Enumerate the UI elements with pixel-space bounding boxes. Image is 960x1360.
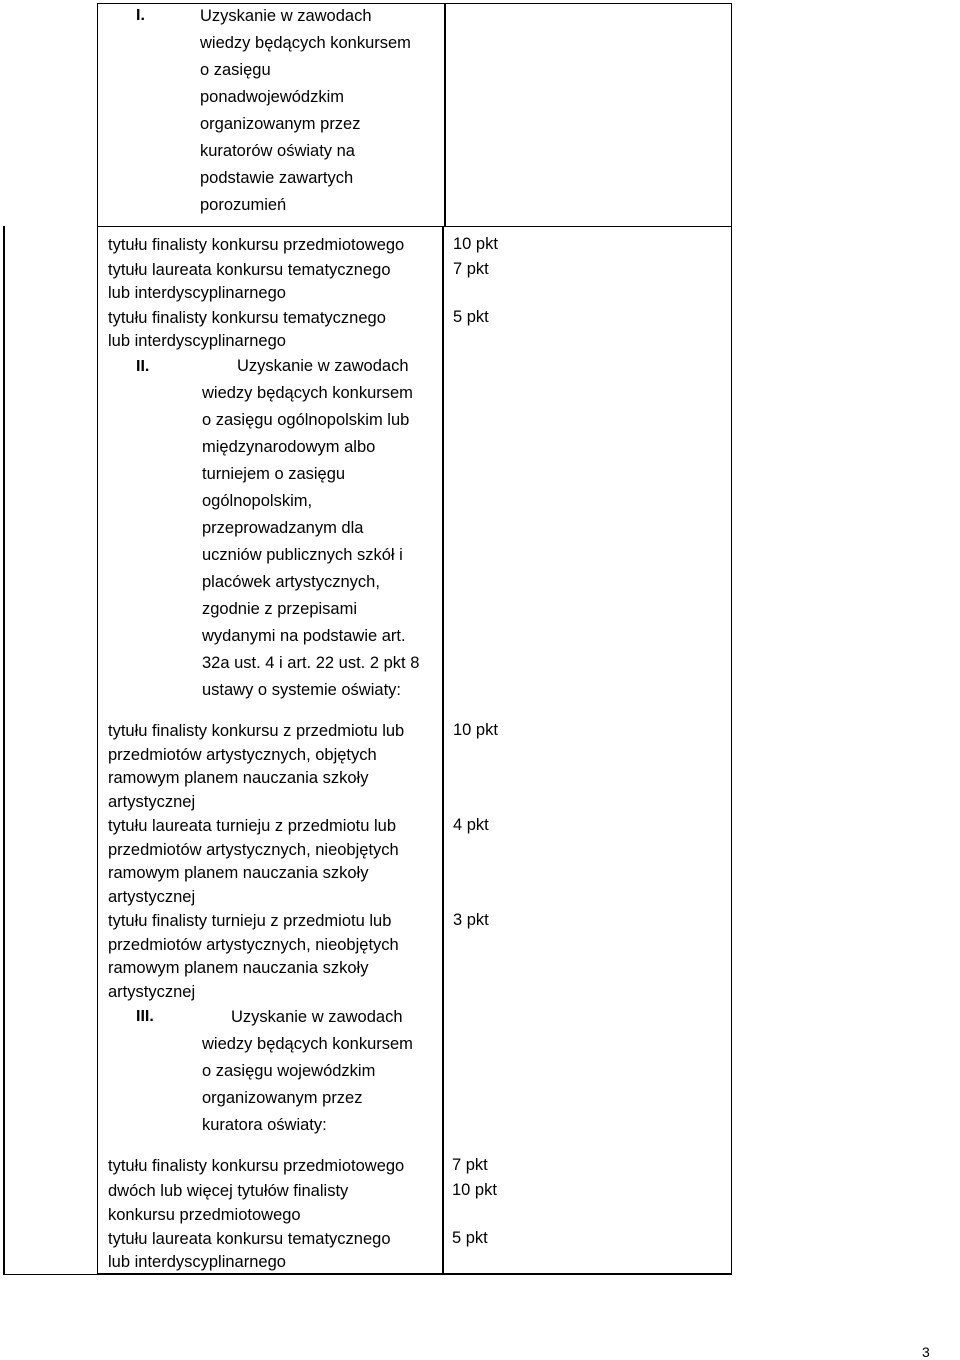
section-number-1: I. (136, 7, 145, 24)
heading-line: międzynarodowym albo (202, 438, 376, 456)
criterion-text: tytułu finalisty konkursu z przedmiotu lub (108, 722, 405, 740)
criterion-text: artystycznej (108, 983, 196, 1001)
heading-line: uczniów publicznych szkół i (202, 546, 403, 564)
points-value: 10 pkt (452, 1181, 497, 1199)
points-value: 3 pkt (453, 911, 489, 929)
column-divider-top (444, 3, 446, 226)
heading-line: placówek artystycznych, (202, 573, 380, 591)
heading-line: ustawy o systemie oświaty: (202, 681, 401, 699)
heading-line: Uzyskanie w zawodach (231, 1008, 403, 1026)
criterion-text: tytułu laureata konkursu tematycznego (108, 261, 391, 279)
criterion-text: dwóch lub więcej tytułów finalisty (108, 1182, 349, 1200)
criterion-text: lub interdyscyplinarnego (108, 1253, 286, 1271)
heading-line: organizowanym przez (202, 1089, 363, 1107)
heading-line: 32a ust. 4 i art. 22 ust. 2 pkt 8 (202, 654, 420, 672)
heading-line: o zasięgu ogólnopolskim lub (202, 411, 410, 429)
heading-line: wiedzy będących konkursem (202, 384, 413, 402)
criterion-text: tytułu finalisty konkursu przedmiotowego (108, 236, 405, 254)
points-value: 10 pkt (453, 721, 498, 739)
heading-line: ponadwojewódzkim (200, 88, 344, 106)
points-value: 4 pkt (453, 816, 489, 834)
heading-line: zgodnie z przepisami (202, 600, 357, 618)
section-number-3: III. (136, 1008, 154, 1025)
left-border (3, 226, 5, 1274)
criterion-text: artystycznej (108, 888, 196, 906)
heading-line: przeprowadzanym dla (202, 519, 364, 537)
criterion-text: tytułu finalisty konkursu przedmiotowego (108, 1157, 405, 1175)
heading-line: kuratora oświaty: (202, 1116, 327, 1134)
criterion-text: ramowym planem nauczania szkoły (108, 959, 369, 977)
heading-line: wiedzy będących konkursem (200, 34, 411, 52)
heading-line: kuratorów oświaty na (200, 142, 355, 160)
heading-line: Uzyskanie w zawodach (237, 357, 409, 375)
row-divider-1 (97, 226, 732, 227)
points-value: 10 pkt (453, 235, 498, 253)
heading-line: wiedzy będących konkursem (202, 1035, 413, 1053)
heading-line: o zasięgu wojewódzkim (202, 1062, 376, 1080)
criterion-text: lub interdyscyplinarnego (108, 332, 286, 350)
heading-line: Uzyskanie w zawodach (200, 7, 372, 25)
criterion-text: artystycznej (108, 793, 196, 811)
section-number-2: II. (136, 358, 150, 375)
criterion-text: tytułu finalisty konkursu tematycznego (108, 309, 386, 327)
criterion-text: tytułu laureata konkursu tematycznego (108, 1230, 391, 1248)
points-value: 5 pkt (452, 1229, 488, 1247)
heading-line: podstawie zawartych (200, 169, 354, 187)
criterion-text: konkursu przedmiotowego (108, 1206, 301, 1224)
heading-line: turniejem o zasięgu (202, 465, 346, 483)
criterion-text: tytułu laureata turnieju z przedmiotu lub (108, 817, 396, 835)
heading-line: organizowanym przez (200, 115, 361, 133)
criterion-text: ramowym planem nauczania szkoły (108, 864, 369, 882)
heading-line: ogólnopolskim, (202, 492, 313, 510)
criterion-text: lub interdyscyplinarnego (108, 284, 286, 302)
page-number: 3 (922, 1344, 930, 1360)
criterion-text: przedmiotów artystycznych, nieobjętych (108, 841, 399, 859)
heading-line: wydanymi na podstawie art. (202, 627, 406, 645)
criterion-text: tytułu finalisty turnieju z przedmiotu lub (108, 912, 392, 930)
criterion-text: przedmiotów artystycznych, nieobjętych (108, 936, 399, 954)
points-value: 5 pkt (453, 308, 489, 326)
table-frame (97, 3, 732, 1274)
criterion-text: przedmiotów artystycznych, objętych (108, 746, 377, 764)
column-divider-main (442, 226, 444, 1274)
points-value: 7 pkt (452, 1156, 488, 1174)
heading-line: o zasięgu (200, 61, 271, 79)
heading-line: porozumień (200, 196, 287, 214)
criterion-text: ramowym planem nauczania szkoły (108, 769, 369, 787)
points-value: 7 pkt (453, 260, 489, 278)
